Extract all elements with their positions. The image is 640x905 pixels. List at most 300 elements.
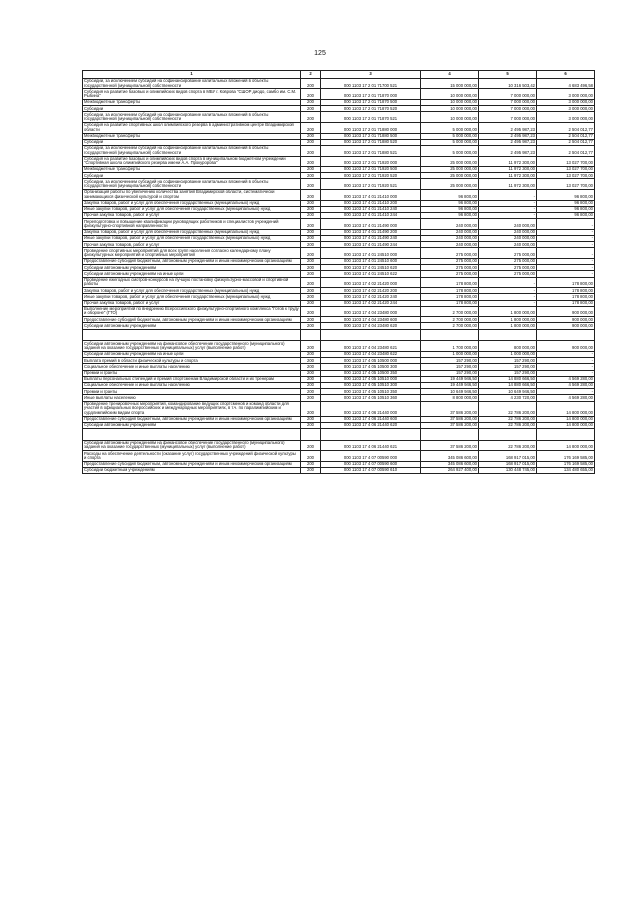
row-approved: 15 000 000,00: [421, 78, 479, 89]
row-code: 200: [301, 440, 321, 451]
table-row: [83, 78, 595, 89]
row-kbk: 000 1103 17 4 06 21440 600: [321, 416, 421, 422]
row-unexecuted: [537, 329, 595, 341]
row-name: Субсидии: [83, 173, 301, 179]
row-code: 200: [301, 451, 321, 462]
row-name: Субсидии автономным учреждениям: [83, 422, 301, 428]
row-unexecuted: 13 027 700,00: [537, 167, 595, 173]
table-row: [83, 145, 595, 156]
row-approved: 10 000 000,00: [421, 112, 479, 123]
row-unexecuted: 3 000 000,00: [537, 112, 595, 123]
row-name: [83, 428, 301, 440]
table-row-spacer: [83, 428, 595, 440]
row-approved: 157 290,00: [421, 358, 479, 364]
row-unexecuted: 900 000,00: [537, 323, 595, 329]
row-unexecuted: 4 683 496,58: [537, 78, 595, 89]
row-kbk: 000 1103 17 4 02 21420 000: [321, 277, 421, 288]
header-cell: 1: [83, 71, 301, 79]
row-unexecuted: -: [537, 358, 595, 364]
row-name: Прочая закупка товаров, работ и услуг: [83, 300, 301, 306]
row-unexecuted: 2 504 012,77: [537, 139, 595, 145]
row-name: Премии и гранты: [83, 389, 301, 395]
row-kbk: 000 1103 17 4 04 23480 622: [321, 352, 421, 358]
row-executed: 10 316 503,42: [479, 78, 537, 89]
row-approved: 37 586 200,00: [421, 416, 479, 422]
row-code: 200: [301, 358, 321, 364]
row-executed: -: [479, 294, 537, 300]
row-code: 200: [301, 364, 321, 370]
row-code: 200: [301, 213, 321, 219]
row-approved: 96 800,00: [421, 190, 479, 201]
row-executed: [479, 329, 537, 341]
row-executed: 22 786 200,00: [479, 401, 537, 416]
row-kbk: 000 1103 17 4 04 23480 000: [321, 306, 421, 317]
row-unexecuted: 176 169 585,00: [537, 461, 595, 467]
row-approved: 5 000 000,00: [421, 122, 479, 133]
row-name: Субсидии автономным учреждениям на финансовое обеспечение государственного (муниципального) задания на оказание государственных (муниципальных) услуг (выполнение работ): [83, 440, 301, 451]
row-approved: 25 000 000,00: [421, 179, 479, 190]
table-row: [83, 451, 595, 462]
row-unexecuted: -: [537, 352, 595, 358]
row-unexecuted: -: [537, 219, 595, 230]
row-unexecuted: 3 000 000,00: [537, 89, 595, 100]
row-code: 200: [301, 370, 321, 376]
row-approved: 178 800,00: [421, 277, 479, 288]
table-body: [83, 78, 595, 473]
row-approved: 157 290,00: [421, 364, 479, 370]
table-header-row: [83, 71, 595, 79]
row-unexecuted: 96 800,00: [537, 206, 595, 212]
row-code: 200: [301, 206, 321, 212]
table-row: [83, 277, 595, 288]
row-executed: 7 000 000,00: [479, 112, 537, 123]
row-approved: [421, 428, 479, 440]
row-executed: 7 000 000,00: [479, 99, 537, 105]
row-unexecuted: 900 000,00: [537, 306, 595, 317]
row-name: Премии и гранты: [83, 370, 301, 376]
row-unexecuted: 13 027 700,00: [537, 173, 595, 179]
row-executed: -: [479, 300, 537, 306]
row-executed: 7 000 000,00: [479, 89, 537, 100]
row-unexecuted: 900 000,00: [537, 341, 595, 352]
row-kbk: 000 1103 17 4 01 21490 000: [321, 219, 421, 230]
row-executed: 11 972 300,00: [479, 179, 537, 190]
row-approved: 240 000,00: [421, 219, 479, 230]
row-unexecuted: 2 504 012,77: [537, 145, 595, 156]
row-executed: 240 000,00: [479, 242, 537, 248]
row-unexecuted: 178 800,00: [537, 277, 595, 288]
row-unexecuted: -: [537, 271, 595, 277]
row-approved: 178 800,00: [421, 294, 479, 300]
row-approved: 2 700 000,00: [421, 306, 479, 317]
row-kbk: 000 1103 17 4 01 21410 200: [321, 200, 421, 206]
row-unexecuted: -: [537, 364, 595, 370]
row-approved: 275 000,00: [421, 258, 479, 264]
row-name: Предоставление субсидий бюджетным, автономным учреждениям и иным некоммерческим организациям: [83, 416, 301, 422]
table-row: [83, 219, 595, 230]
row-name: Проведение спортивных мероприятий для всех групп населения согласно календарному плану физкультурных мероприятий и спортивных мероприятий: [83, 248, 301, 259]
row-name: Субсидии: [83, 139, 301, 145]
row-kbk: 000 1103 17 4 01 24510 000: [321, 248, 421, 259]
row-code: 200: [301, 422, 321, 428]
row-name: Организация работы по увеличению количества занятий Владимирской области, систематически занимающихся физической культурой и спортом: [83, 190, 301, 201]
row-executed: 22 786 200,00: [479, 416, 537, 422]
row-code: [301, 428, 321, 440]
row-code: 200: [301, 236, 321, 242]
row-executed: -: [479, 277, 537, 288]
row-approved: 1 000 000,00: [421, 352, 479, 358]
row-name: Иные закупки товаров, работ и услуг для обеспечения государственных (муниципальных) нужд: [83, 236, 301, 242]
row-kbk: 000 1103 17 2 01 71880 500: [321, 133, 421, 139]
row-approved: 37 586 200,00: [421, 440, 479, 451]
row-code: 200: [301, 258, 321, 264]
row-approved: 1 700 000,00: [421, 341, 479, 352]
row-name: Выполнение мероприятий по внедрению Всероссийского физкультурно-спортивного комплекса "Готов к труду и обороне" (ГТО): [84, 306, 299, 316]
header-cell: 2: [301, 71, 321, 79]
row-executed: 2 495 987,23: [479, 139, 537, 145]
row-executed: 168 917 015,00: [479, 461, 537, 467]
row-code: 200: [301, 317, 321, 323]
row-executed: -: [479, 206, 537, 212]
row-code: 200: [301, 99, 321, 105]
row-approved: 10 000 000,00: [421, 106, 479, 112]
row-name: Субсидии автономным учреждениям: [83, 265, 301, 271]
row-code: 200: [301, 167, 321, 173]
row-approved: 157 290,00: [421, 370, 479, 376]
row-name: Межбюджетные трансферты: [83, 99, 301, 105]
row-name: Субсидии, за исключением субсидий на софинансирование капитальных вложений в объекты государственной (муниципальной) собственности: [83, 179, 301, 190]
row-code: 200: [301, 219, 321, 230]
row-code: 200: [301, 401, 321, 416]
row-executed: 240 000,00: [479, 236, 537, 242]
row-kbk: 000 1103 17 4 01 21490 200: [321, 229, 421, 235]
row-name: Предоставление субсидий бюджетным, автономным учреждениям и иным некоммерческим организациям: [83, 461, 301, 467]
row-executed: 10 649 946,50: [479, 389, 537, 395]
row-kbk: 000 1103 17 2 01 71880 520: [321, 139, 421, 145]
row-kbk: 000 1103 17 4 01 24510 600: [321, 258, 421, 264]
row-unexecuted: -: [537, 242, 595, 248]
row-executed: 2 495 987,23: [479, 133, 537, 139]
row-code: 200: [301, 300, 321, 306]
row-kbk: 000 1103 17 4 01 21410 240: [321, 206, 421, 212]
row-unexecuted: -: [537, 258, 595, 264]
row-unexecuted: 14 800 000,00: [537, 422, 595, 428]
row-approved: 264 927 400,00: [421, 468, 479, 474]
row-approved: 96 800,00: [421, 206, 479, 212]
row-executed: 11 972 300,00: [479, 167, 537, 173]
row-name: Субсидии автономным учреждениям на иные цели: [83, 271, 301, 277]
row-approved: [421, 329, 479, 341]
row-unexecuted: 13 027 700,00: [537, 156, 595, 167]
row-kbk: 000 1103 17 2 01 71880 000: [321, 122, 421, 133]
row-unexecuted: 3 000 000,00: [537, 106, 595, 112]
row-kbk: 000 1103 17 4 02 21420 200: [321, 288, 421, 294]
table-row: [83, 401, 595, 416]
row-executed: 157 290,00: [479, 364, 537, 370]
row-code: 200: [301, 78, 321, 89]
row-unexecuted: -: [537, 236, 595, 242]
row-code: 200: [301, 139, 321, 145]
row-approved: 5 000 000,00: [421, 133, 479, 139]
row-kbk: [321, 428, 421, 440]
row-unexecuted: 4 569 280,00: [537, 376, 595, 382]
row-code: 200: [301, 389, 321, 395]
budget-table: [82, 70, 595, 474]
row-approved: 275 000,00: [421, 248, 479, 259]
row-kbk: 000 1103 17 4 07 00590 610: [321, 468, 421, 474]
row-name: Межбюджетные трансферты: [83, 167, 301, 173]
table-row: [83, 248, 595, 259]
row-code: 200: [301, 156, 321, 167]
header-cell: 3: [321, 71, 421, 79]
row-kbk: 000 1103 17 4 04 23480 600: [321, 317, 421, 323]
row-executed: -: [479, 288, 537, 294]
row-name: Предоставление субсидий бюджетным, автономным учреждениям и иным некоммерческим организациям: [83, 258, 301, 264]
row-kbk: 000 1103 17 4 05 10500 000: [321, 358, 421, 364]
row-executed: 2 495 987,23: [479, 122, 537, 133]
row-code: 200: [301, 265, 321, 271]
row-name: Субсидии автономным учреждениям на финансовое обеспечение государственного (муниципального) задания на оказание государственных (муниципальных) услуг (выполнение работ): [83, 341, 301, 352]
row-name: Предоставление субсидий бюджетным, автономным учреждениям и иным некоммерческим организациям: [83, 317, 301, 323]
header-cell: 4: [421, 71, 479, 79]
row-unexecuted: 178 800,00: [537, 288, 595, 294]
row-kbk: 000 1103 17 2 01 71870 521: [321, 112, 421, 123]
row-name: Проведение тренировочных мероприятий, командирование ведущих спортсменов и команд области для участия в официальных всероссийских и международных мероприятиях, в т.ч. по паралимпийским и сурдлимпийским видам спорта: [83, 401, 301, 416]
row-kbk: 000 1103 17 4 02 21420 240: [321, 294, 421, 300]
row-approved: 2 700 000,00: [421, 317, 479, 323]
row-name: Субсидии: [83, 106, 301, 112]
row-kbk: 000 1103 17 4 04 23480 621: [321, 341, 421, 352]
row-unexecuted: 14 800 000,00: [537, 401, 595, 416]
row-approved: 8 800 000,00: [421, 395, 479, 401]
row-code: 200: [301, 112, 321, 123]
row-approved: 345 086 600,00: [421, 461, 479, 467]
row-unexecuted: [537, 428, 595, 440]
row-kbk: 000 1103 17 4 01 21490 244: [321, 242, 421, 248]
row-approved: 240 000,00: [421, 236, 479, 242]
row-code: 200: [301, 173, 321, 179]
row-kbk: 000 1103 17 2 01 71920 521: [321, 179, 421, 190]
row-code: 200: [301, 190, 321, 201]
row-code: 200: [301, 461, 321, 467]
table-row: [83, 89, 595, 100]
row-approved: 19 449 946,50: [421, 382, 479, 388]
row-approved: 96 800,00: [421, 213, 479, 219]
row-unexecuted: -: [537, 265, 595, 271]
row-name: Субсидии, за исключением субсидий на софинансирование капитальных вложений в объекты государственной (муниципальной) собственности: [83, 145, 301, 156]
row-name: Прочая закупка товаров, работ и услуг: [83, 213, 301, 219]
row-approved: 25 000 000,00: [421, 167, 479, 173]
row-name: [83, 329, 301, 341]
row-name: Субсидии автономным учреждениям: [83, 323, 301, 329]
row-unexecuted: 2 504 012,77: [537, 122, 595, 133]
row-name: Закупка товаров, работ и услуг для обеспечения государственных (муниципальных) нужд: [83, 229, 301, 235]
row-kbk: 000 1103 17 4 06 21440 620: [321, 422, 421, 428]
row-executed: 22 786 200,00: [479, 440, 537, 451]
row-executed: [479, 428, 537, 440]
row-code: 200: [301, 382, 321, 388]
row-unexecuted: 134 480 655,00: [537, 468, 595, 474]
row-name: Субсидия на развитие спортивных школ олимпийского резерва в административном центре Владимирской области: [83, 122, 301, 133]
table-row: [83, 112, 595, 123]
row-unexecuted: 4 569 280,00: [537, 395, 595, 401]
row-executed: 11 972 300,00: [479, 156, 537, 167]
row-kbk: 000 1103 17 2 01 71920 000: [321, 156, 421, 167]
row-executed: 11 972 300,00: [479, 173, 537, 179]
row-code: 200: [301, 376, 321, 382]
table-row: [83, 190, 595, 201]
row-executed: -: [479, 190, 537, 201]
row-kbk: 000 1103 17 2 01 71870 520: [321, 106, 421, 112]
row-code: 200: [301, 277, 321, 288]
row-kbk: 000 1103 17 4 01 21490 240: [321, 236, 421, 242]
row-unexecuted: 3 000 000,00: [537, 99, 595, 105]
row-code: 200: [301, 468, 321, 474]
row-executed: 157 290,00: [479, 358, 537, 364]
row-kbk: 000 1103 17 4 05 10510 350: [321, 389, 421, 395]
row-kbk: 000 1103 17 4 05 10500 300: [321, 364, 421, 370]
header-cell: 6: [537, 71, 595, 79]
row-approved: 2 700 000,00: [421, 323, 479, 329]
row-approved: 240 000,00: [421, 242, 479, 248]
row-name: Расходы на обеспечение деятельности (оказание услуг) государственных учреждений физической культуры и спорта: [83, 451, 301, 462]
row-name: Иные выплаты населению: [83, 395, 301, 401]
row-name: Иные закупки товаров, работ и услуг для обеспечения государственных (муниципальных) нужд: [83, 206, 301, 212]
row-code: 200: [301, 294, 321, 300]
row-kbk: [321, 329, 421, 341]
row-executed: 168 917 015,00: [479, 451, 537, 462]
row-kbk: 000 1103 17 4 06 21440 621: [321, 440, 421, 451]
row-name: Закупка товаров, работ и услуг для обеспечения государственных (муниципальных) нужд: [83, 200, 301, 206]
row-kbk: 000 1103 17 4 04 23480 620: [321, 323, 421, 329]
row-executed: -: [479, 213, 537, 219]
row-approved: 240 000,00: [421, 229, 479, 235]
row-approved: 178 800,00: [421, 300, 479, 306]
row-kbk: 000 1103 17 4 01 21410 000: [321, 190, 421, 201]
row-approved: 37 586 200,00: [421, 401, 479, 416]
row-unexecuted: -: [537, 389, 595, 395]
table-row: [83, 440, 595, 451]
row-kbk: 000 1103 17 2 01 71880 521: [321, 145, 421, 156]
row-unexecuted: 96 800,00: [537, 213, 595, 219]
row-kbk: 000 1103 17 4 07 00590 600: [321, 461, 421, 467]
row-executed: 275 000,00: [479, 265, 537, 271]
row-code: 200: [301, 229, 321, 235]
row-executed: 800 000,00: [479, 341, 537, 352]
row-executed: -: [479, 200, 537, 206]
row-executed: 275 000,00: [479, 271, 537, 277]
row-approved: 10 000 000,00: [421, 99, 479, 105]
table-row: [83, 179, 595, 190]
row-executed: 240 000,00: [479, 229, 537, 235]
row-code: 200: [301, 145, 321, 156]
row-code: 200: [301, 179, 321, 190]
row-code: 200: [301, 395, 321, 401]
row-approved: 19 449 946,50: [421, 376, 479, 382]
row-executed: 4 230 720,00: [479, 395, 537, 401]
row-approved: 345 086 600,00: [421, 451, 479, 462]
row-unexecuted: 14 800 000,00: [537, 416, 595, 422]
row-code: 200: [301, 248, 321, 259]
row-unexecuted: 176 169 585,00: [537, 451, 595, 462]
row-code: 200: [301, 106, 321, 112]
row-name: Субсидия на развитие базовых и олимпийских видов спорта в МБУ г. Коврова "СШОР диодо, самбо им. С.М. Рыбина": [83, 89, 301, 100]
row-code: 200: [301, 323, 321, 329]
row-kbk: 000 1103 17 4 02 21420 244: [321, 300, 421, 306]
row-executed: 1 800 000,00: [479, 317, 537, 323]
row-code: [301, 329, 321, 341]
row-code: 200: [301, 242, 321, 248]
row-executed: 240 000,00: [479, 219, 537, 230]
table-row-spacer: [83, 329, 595, 341]
row-kbk: 000 1103 17 4 05 10510 300: [321, 382, 421, 388]
row-name: Социальное обеспечение и иные выплаты населению: [83, 382, 301, 388]
row-code: 200: [301, 416, 321, 422]
row-name: Межбюджетные трансферты: [83, 133, 301, 139]
row-executed: 275 000,00: [479, 258, 537, 264]
row-unexecuted: 96 800,00: [537, 190, 595, 201]
row-kbk: 000 1103 17 4 05 10510 000: [321, 376, 421, 382]
table-row: [83, 468, 595, 474]
row-kbk: 000 1103 17 4 01 24510 620: [321, 265, 421, 271]
row-kbk: 000 1103 17 2 01 71700 521: [321, 78, 421, 89]
row-executed: 157 290,00: [479, 370, 537, 376]
row-name: Проведение ежегодных смотров-конкурсов на лучшую постановку физкультурно-массовой и спортивной работы: [83, 277, 301, 288]
row-code: 200: [301, 200, 321, 206]
row-code: 200: [301, 133, 321, 139]
row-kbk: 000 1103 17 2 01 71920 500: [321, 167, 421, 173]
row-executed: 7 000 000,00: [479, 106, 537, 112]
table-row: [83, 156, 595, 167]
row-kbk: 000 1103 17 4 07 00590 000: [321, 451, 421, 462]
row-executed: 14 880 666,50: [479, 382, 537, 388]
row-kbk: 000 1103 17 4 05 10500 350: [321, 370, 421, 376]
row-unexecuted: 2 504 012,77: [537, 133, 595, 139]
row-unexecuted: 13 027 700,00: [537, 179, 595, 190]
row-code: 200: [301, 122, 321, 133]
row-approved: 5 000 000,00: [421, 145, 479, 156]
row-approved: 37 586 200,00: [421, 422, 479, 428]
row-code: 200: [301, 271, 321, 277]
row-unexecuted: -: [537, 370, 595, 376]
row-executed: 275 000,00: [479, 248, 537, 259]
row-approved: 178 800,00: [421, 288, 479, 294]
row-unexecuted: 178 800,00: [537, 300, 595, 306]
row-kbk: 000 1103 17 2 01 71870 500: [321, 99, 421, 105]
row-executed: 1 800 000,00: [479, 323, 537, 329]
row-name: Переподготовка и повышение квалификации руководящих работников и специалистов учреждений физкультурно-спортивной направленности: [83, 219, 301, 230]
row-name: Выплата премий в области физической культуры и спорта: [83, 358, 301, 364]
row-name: Субсидии бюджетным учреждениям: [83, 468, 301, 474]
row-unexecuted: -: [537, 229, 595, 235]
row-code: 200: [301, 341, 321, 352]
page-number: 125: [314, 50, 326, 57]
table-row: [83, 341, 595, 352]
row-kbk: 000 1103 17 4 01 21410 244: [321, 213, 421, 219]
row-unexecuted: 96 800,00: [537, 200, 595, 206]
row-approved: 275 000,00: [421, 271, 479, 277]
row-name: Субсидии, за исключением субсидий на софинансирование капитальных вложений в объекты государственной (муниципальной) собственности: [83, 78, 301, 89]
row-approved: 25 000 000,00: [421, 173, 479, 179]
row-executed: 1 800 000,00: [479, 306, 537, 317]
row-executed: 2 495 987,23: [479, 145, 537, 156]
row-approved: 5 000 000,00: [421, 139, 479, 145]
row-name: Прочая закупка товаров, работ и услуг: [83, 242, 301, 248]
row-approved: 25 000 000,00: [421, 156, 479, 167]
row-name: Закупка товаров, работ и услуг для обеспечения государственных (муниципальных) нужд: [83, 288, 301, 294]
row-code: 200: [301, 352, 321, 358]
row-executed: 14 880 666,50: [479, 376, 537, 382]
